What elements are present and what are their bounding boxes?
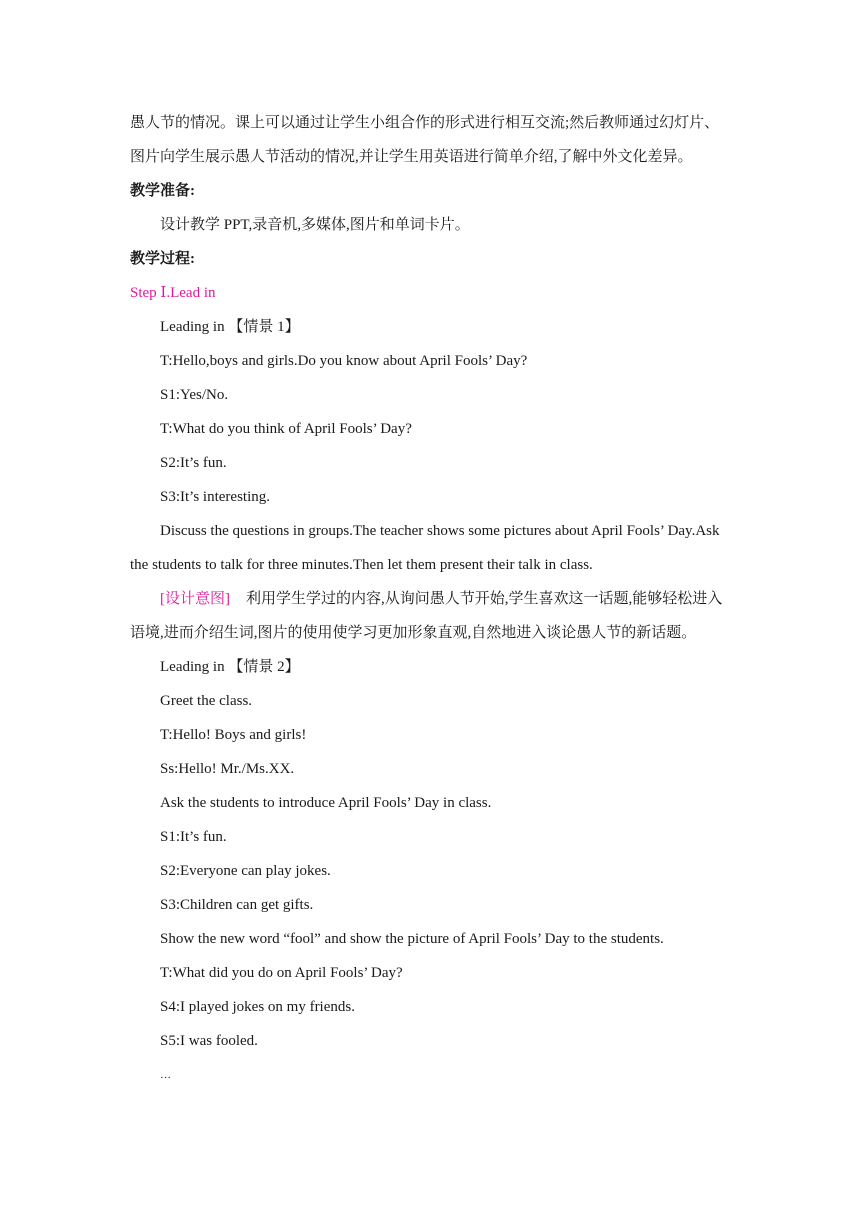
dialogue-line: S4:I played jokes on my friends.	[160, 999, 355, 1015]
dialogue-line: S1:It’s fun.	[160, 829, 227, 845]
dialogue-line: Greet the class.	[160, 693, 253, 709]
prep-content: 设计教学 PPT,录音机,多媒体,图片和单词卡片。	[160, 217, 470, 233]
discuss-line-1: Discuss the questions in groups.The teacher shows some pictures about April Fools’ Day.Ask	[160, 523, 720, 539]
dialogue-line: T:Hello! Boys and girls!	[160, 727, 307, 743]
intent-label: [设计意图]	[160, 591, 230, 607]
dialogue-line: S1:Yes/No.	[160, 387, 229, 403]
dialogue-line: S5:I was fooled.	[160, 1033, 258, 1049]
dialogue-line: S2:Everyone can play jokes.	[160, 863, 331, 879]
dialogue-line: Ask the students to introduce April Fools’ Day in class.	[160, 795, 492, 811]
dialogue-line: T:Hello,boys and girls.Do you know about April Fools’ Day?	[160, 353, 528, 369]
step-title: Step Ⅰ.Lead in	[130, 285, 216, 301]
dialogue-line: T:What did you do on April Fools’ Day?	[160, 965, 403, 981]
dialogue-line: S2:It’s fun.	[160, 455, 227, 471]
intro-line-1: 愚人节的情况。课上可以通过让学生小组合作的形式进行相互交流;然后教师通过幻灯片、	[130, 115, 720, 131]
dialogue-line: T:What do you think of April Fools’ Day?	[160, 421, 412, 437]
ellipsis: …	[160, 1069, 171, 1081]
intro-line-2: 图片向学生展示愚人节活动的情况,并让学生用英语进行简单介绍,了解中外文化差异。	[130, 149, 693, 165]
intent-line-2: 语境,进而介绍生词,图片的使用使学习更加形象直观,自然地进入谈论愚人节的新话题。	[130, 625, 697, 641]
process-heading: 教学过程:	[130, 251, 195, 267]
dialogue-line: Show the new word “fool” and show the picture of April Fools’ Day to the students.	[160, 931, 664, 947]
intent-line-1	[130, 582, 734, 616]
dialogue-line: S3:It’s interesting.	[160, 489, 270, 505]
dialogue-line: S3:Children can get gifts.	[160, 897, 314, 913]
scene2-title: Leading in 【情景 2】	[160, 659, 300, 675]
prep-heading: 教学准备:	[130, 183, 195, 199]
discuss-line-2: the students to talk for three minutes.Then let them present their talk in class.	[130, 557, 593, 573]
intent-text: 利用学生学过的内容,从询问愚人节开始,学生喜欢这一话题,能够轻松进入	[246, 591, 723, 607]
scene1-title: Leading in 【情景 1】	[160, 319, 300, 335]
dialogue-line: Ss:Hello! Mr./Ms.XX.	[160, 761, 295, 777]
